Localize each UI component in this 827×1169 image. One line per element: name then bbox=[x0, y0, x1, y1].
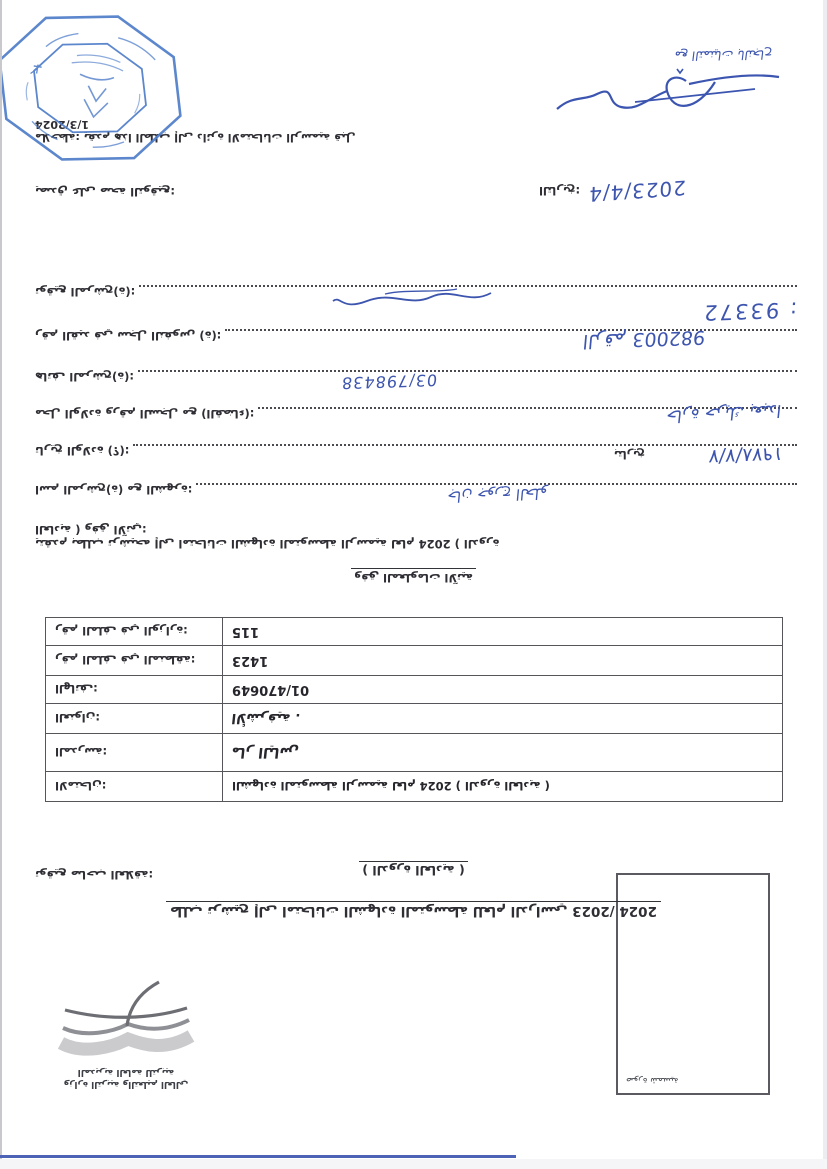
scan-blue-ink-line bbox=[0, 1155, 516, 1158]
date-block bbox=[539, 175, 799, 207]
dotted-rule bbox=[138, 370, 797, 392]
field-label: اسم المرشح(ة) مع الشهرة: bbox=[35, 483, 193, 497]
scan-edge-left bbox=[0, 0, 2, 1169]
exam-session-line: ( الدورة العادية ) bbox=[0, 863, 827, 878]
row-value: 01/470649 bbox=[223, 676, 783, 704]
ministry-logo bbox=[53, 976, 199, 1090]
handwritten-signature-note: مع التمنيات بالنجاح bbox=[673, 47, 774, 64]
signer-label: توقيع صاحب العلاقة: bbox=[35, 868, 154, 882]
official-signature bbox=[542, 61, 787, 119]
row-label: المدرسة: bbox=[46, 734, 223, 772]
row-label: رقم الملف في المنطقة: bbox=[46, 646, 223, 676]
scan-edge-right bbox=[823, 0, 827, 1169]
form-title: طلب ترشيح إلى امتحانات الشهادة المتوسطة للعام الدراسي 2023/ 2024 bbox=[0, 903, 827, 919]
field-label: محل الولادة ورقم السجل مع (القضاء): bbox=[35, 407, 255, 421]
row-value: 115 bbox=[223, 618, 783, 646]
row-label: رقم الملف في الوزارة: bbox=[46, 618, 223, 646]
field-label: توقيع المرشح(ة): bbox=[35, 285, 136, 299]
table-row bbox=[46, 646, 783, 676]
date-label: التاريخ: bbox=[539, 184, 581, 198]
candidate-info-table bbox=[45, 617, 783, 802]
row-label: العنوان: bbox=[46, 704, 223, 734]
table-row bbox=[46, 772, 783, 802]
field-line-phone bbox=[35, 370, 797, 392]
field-line-name bbox=[35, 483, 797, 505]
ministry-name-line1: وزارة التربية والتعليم العالي bbox=[63, 1079, 189, 1089]
row-label: الامتحان: bbox=[46, 772, 223, 802]
footer-note: ملاحظة: يقدم هذا الطلب إلى دائرة الامتحانات الرسمية قبل 1/3/2024 bbox=[35, 118, 356, 144]
ministry-name-line2: المديرية العامة للتربية bbox=[77, 1066, 175, 1077]
handwritten-phone: 03/798438 bbox=[340, 370, 439, 393]
row-label: الهاتف: bbox=[46, 676, 223, 704]
candidate-signature-scribble bbox=[327, 283, 497, 309]
field-label: هاتف المرشح(ة): bbox=[35, 370, 134, 384]
request-paragraph: يتقدم بطلب ترشيحه إلى امتحانات الشهادة المتوسطة الرسمية لعام 2024 ( الدورة العادية ) وفق الآتي: bbox=[35, 522, 500, 551]
photo-box-label: صورة شمسية bbox=[626, 1075, 679, 1085]
printed-mid-word: بتاريخ bbox=[613, 448, 645, 461]
table-row bbox=[46, 618, 783, 646]
field-line-birthdate bbox=[35, 444, 797, 466]
official-stamp bbox=[0, 2, 190, 170]
field-line-signature bbox=[35, 285, 797, 307]
handwritten-candidate-number-note: 93372 : bbox=[701, 297, 798, 325]
field-label: رقم القيد في سجل النفوس (ة): bbox=[35, 329, 222, 343]
table-row bbox=[46, 734, 783, 772]
table-row bbox=[46, 676, 783, 704]
dotted-rule bbox=[196, 483, 797, 505]
handwritten-birthplace: حارة حريك بعبدا bbox=[665, 400, 783, 426]
handwritten-registry-number: الرقم 982003 bbox=[581, 325, 707, 353]
row-value: الشهادة المتوسطة الرسمية لعام 2024 ( الدورة العادية ) bbox=[223, 772, 783, 802]
scan-band-bottom bbox=[0, 1159, 827, 1169]
row-value-handwritten: مار الياس bbox=[221, 734, 785, 772]
table-row bbox=[46, 704, 783, 734]
dotted-rule bbox=[133, 444, 797, 466]
field-line-registry bbox=[35, 325, 797, 353]
dotted-rule bbox=[225, 325, 797, 353]
certify-label: يصدق على صحة التوقيع: bbox=[35, 185, 175, 199]
row-value: 1423 bbox=[223, 646, 783, 676]
dotted-rule bbox=[139, 285, 797, 307]
dotted-rule bbox=[258, 400, 797, 429]
row-value-handwritten: الأشرفية . bbox=[221, 704, 784, 734]
handwritten-name: جان جورج الحلو bbox=[446, 484, 548, 506]
field-line-birthplace bbox=[35, 400, 797, 429]
section-heading: وفق المعلومات الآتية bbox=[0, 571, 827, 585]
field-label: تاريخ الولادة (؟): bbox=[35, 444, 130, 458]
handwritten-date: 2023/4/4 bbox=[587, 175, 687, 207]
handwritten-birthdate: ١٩٧٨/٧/٧ bbox=[707, 442, 785, 468]
ministry-swoosh-icon bbox=[53, 980, 199, 1066]
